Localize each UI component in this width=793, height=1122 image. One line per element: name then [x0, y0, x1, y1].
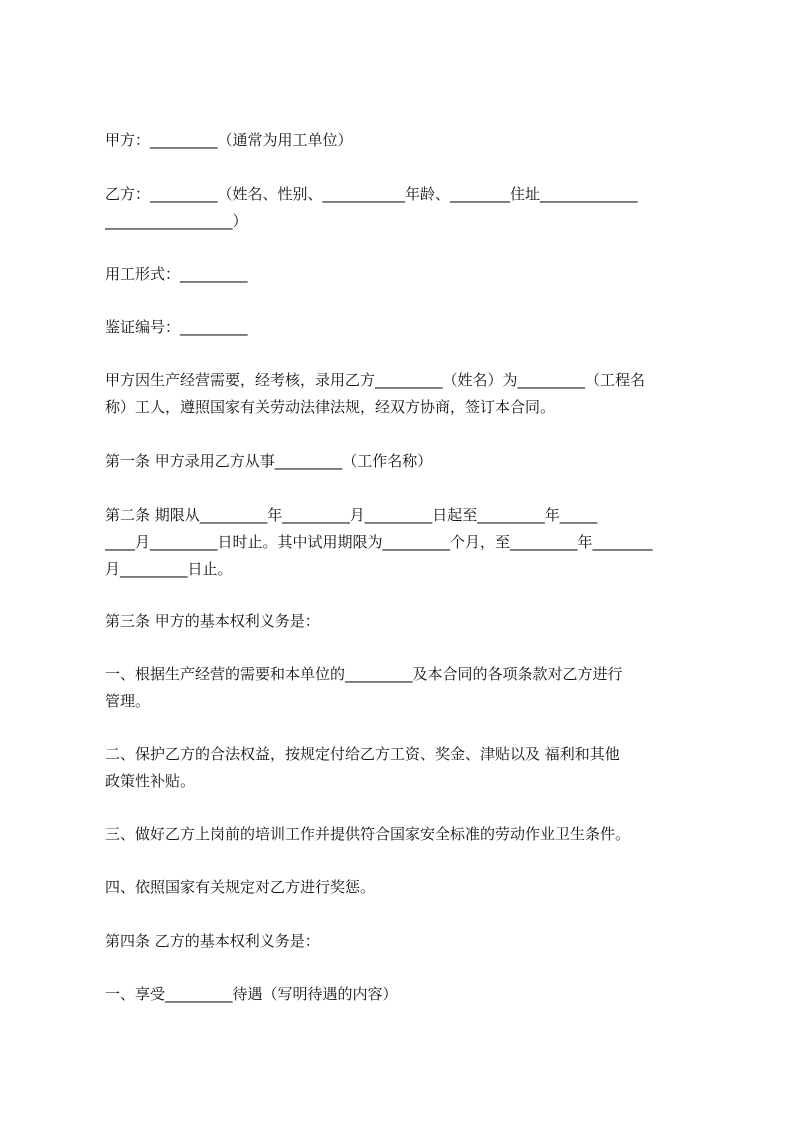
article-4-item-1-text: 一、享受_________待遇（写明待遇的内容） — [105, 985, 398, 1003]
intro-text-line-2: 称）工人，遵照国家有关劳动法律法规，经双方协商，签订本合同。 — [105, 398, 556, 416]
article-4-item-1 — [105, 981, 702, 1008]
article-3-item-1-line-1: 一、根据生产经营的需要和本单位的_________及本合同的各项条款对乙方进行 — [105, 665, 623, 683]
article-3 — [105, 608, 702, 635]
article-3-item-3-text: 三、做好乙方上岗前的培训工作并提供符合国家安全标准的劳动作业卫生条件。 — [105, 825, 631, 843]
article-4 — [105, 928, 702, 955]
article-1 — [105, 448, 702, 475]
intro-text-line-1: 甲方因生产经营需要，经考核，录用乙方_________（姓名）为_________（工程名 — [105, 371, 646, 389]
article-2-text-line-3: 月_________日止。 — [105, 560, 233, 578]
article-3-item-4-text: 四、依照国家有关规定对乙方进行奖惩。 — [105, 878, 376, 896]
article-3-item-1 — [105, 661, 702, 715]
article-2 — [105, 502, 702, 583]
certification-number-text: 鉴证编号：_________ — [105, 318, 248, 336]
certification-number-line — [105, 314, 702, 341]
article-3-item-2-line-2: 政策性补贴。 — [105, 772, 196, 790]
party-b-text-line-1: 乙方：_________（姓名、性别、___________年龄、________住址_____________ — [105, 185, 638, 203]
article-3-item-1-line-2: 管理。 — [105, 692, 151, 710]
article-2-text-line-1: 第二条 期限从_________年_________月_________日起至_________年_____ — [105, 506, 598, 524]
employment-form-text: 用工形式：_________ — [105, 265, 248, 283]
article-3-item-4 — [105, 874, 702, 901]
article-2-text-line-2: ____月_________日时止。其中试用期限为_________个月，至_________年________ — [105, 533, 653, 551]
party-a-text: 甲方：_________（通常为用工单位） — [105, 131, 353, 149]
article-3-item-2-line-1: 二、保护乙方的合法权益，按规定付给乙方工资、奖金、津贴以及 福利和其他 — [105, 745, 620, 763]
intro-paragraph — [105, 367, 702, 421]
article-4-text: 第四条 乙方的基本权利义务是： — [105, 932, 320, 950]
employment-form-line — [105, 261, 702, 288]
party-b-paragraph — [105, 181, 702, 235]
article-3-item-2 — [105, 741, 702, 795]
party-b-text-line-2: _________________） — [105, 212, 248, 230]
party-a-line — [105, 127, 702, 154]
article-1-text: 第一条 甲方录用乙方从事_________（工作名称） — [105, 452, 433, 470]
article-3-item-3 — [105, 821, 702, 848]
article-3-text: 第三条 甲方的基本权利义务是： — [105, 612, 320, 630]
